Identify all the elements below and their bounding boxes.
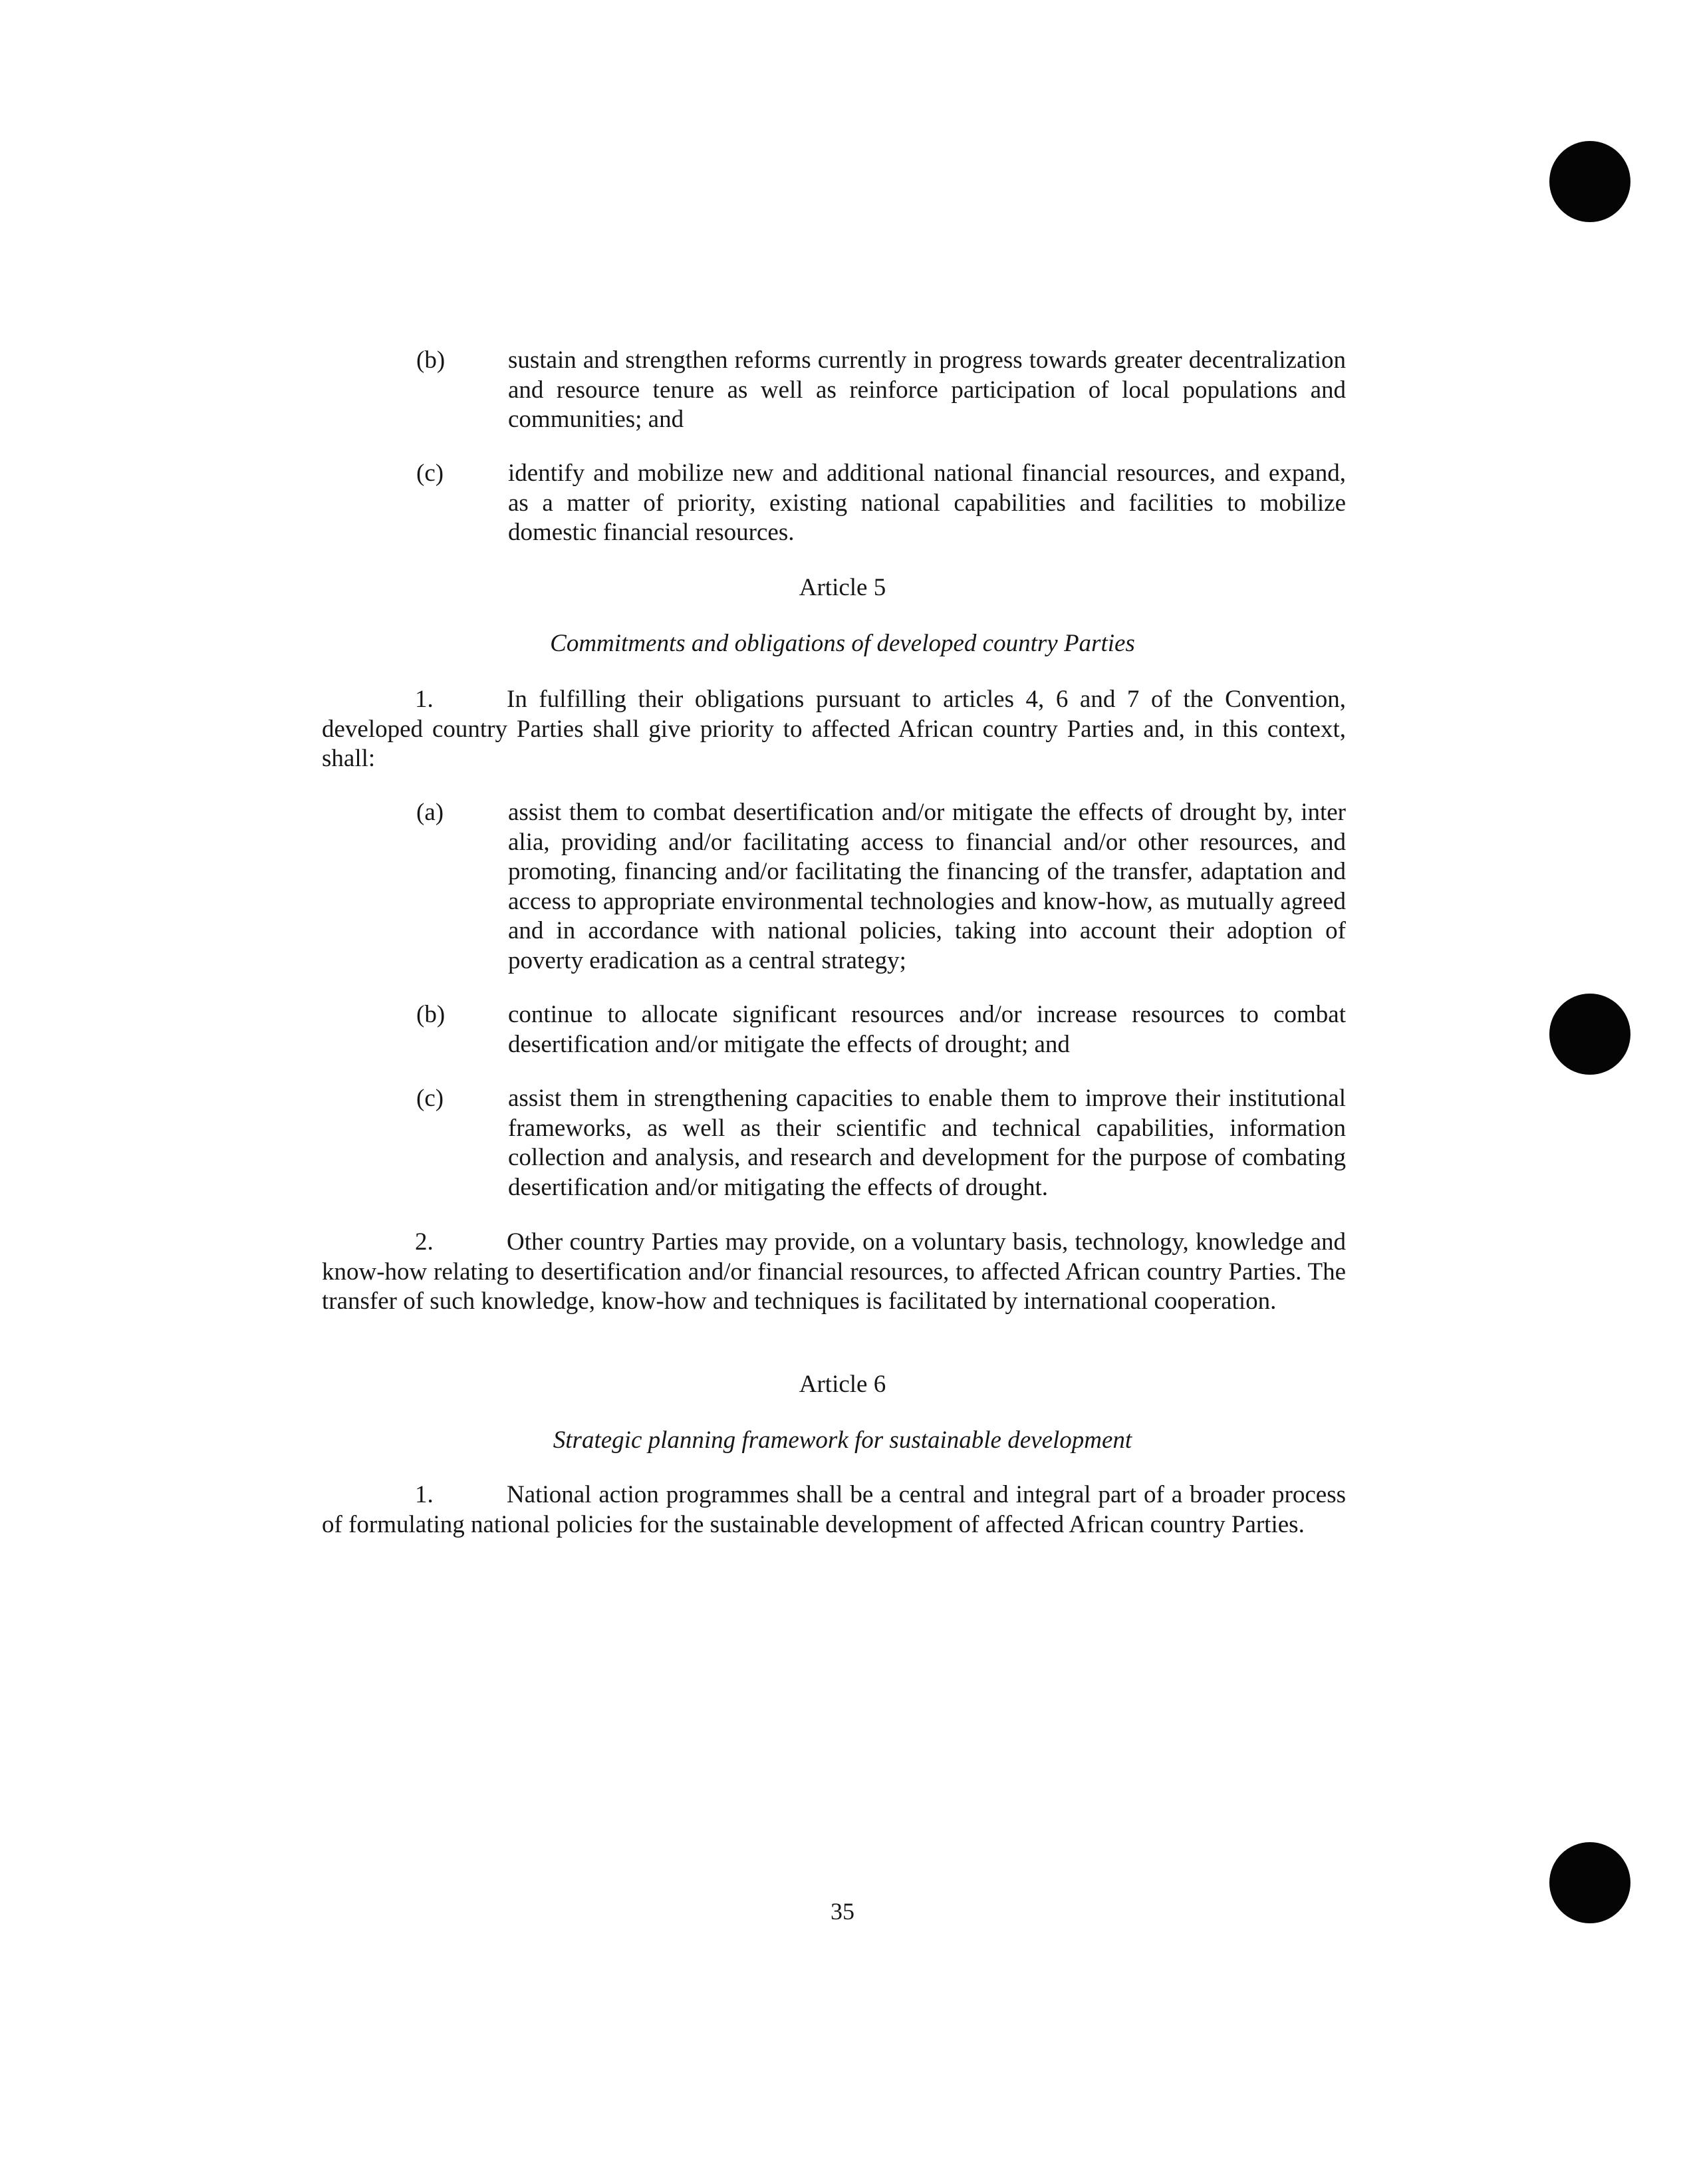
item-marker: (a) (416, 799, 444, 826)
item-marker: (b) (416, 1001, 446, 1028)
paragraph-text: In fulfilling their obligations pursuant to articles 4, 6 and 7 of the Convention, developed country Parties shall give priority to affected African country Parties and, in this context, shall: (322, 686, 1346, 772)
article-subheading: Commitments and obligations of developed country Parties (550, 630, 1135, 657)
item-marker: (c) (416, 460, 444, 487)
paragraph-text: Other country Parties may provide, on a voluntary basis, technology, knowledge and know-how relating to desertification and/or financial resources, to affected African country Parties. The transfer of such knowledge, know-how and techniques is facilitated by international cooperation. (322, 1228, 1346, 1315)
paragraph-number: 2. (415, 1228, 434, 1256)
item-text: assist them in strengthening capacities to enable them to improve their institutional frameworks, as well as their scientific and technical capabilities, information collection and analysis, and research and development for the purpose of combating desertification and/or mitigating the effects of drought. (508, 1085, 1346, 1201)
punch-hole (1549, 994, 1630, 1075)
item-marker: (c) (416, 1085, 444, 1112)
article-subheading: Strategic planning framework for sustainable development (553, 1427, 1132, 1454)
article-heading: Article 6 (799, 1371, 886, 1398)
punch-hole (1549, 141, 1630, 222)
item-text: identify and mobilize new and additional national financial resources, and expand, as a matter of priority, existing national capabilities and facilities to mobilize domestic financial resources. (508, 460, 1346, 546)
item-text: assist them to combat desertification and/or mitigate the effects of drought by, inter alia, providing and/or facilitating access to financial and/or other resources, and promoting, financing and/or facilitating the financing of the transfer, adaptation and access to appropriate environmental technologies and know-how, as mutually agreed and in accordance with national policies, taking into account their adoption of poverty eradication as a central strategy; (508, 799, 1346, 974)
paragraph-number: 1. (415, 1481, 434, 1508)
item-text: sustain and strengthen reforms currently in progress towards greater decentralization and resource tenure as well as reinforce participation of local populations and communities; and (508, 346, 1346, 433)
paragraph-text: National action programmes shall be a central and integral part of a broader process of formulating national policies for the sustainable development of affected African country Parties. (322, 1481, 1346, 1538)
paragraph (322, 1480, 1346, 1540)
item-text: continue to allocate significant resources and/or increase resources to combat desertification and/or mitigate the effects of drought; and (508, 1001, 1346, 1058)
item-marker: (b) (416, 346, 446, 374)
article-heading: Article 5 (799, 574, 886, 601)
paragraph-number: 1. (415, 686, 434, 713)
paragraph (322, 685, 1346, 774)
page-number: 35 (831, 1898, 854, 1925)
paragraph (322, 1228, 1346, 1317)
